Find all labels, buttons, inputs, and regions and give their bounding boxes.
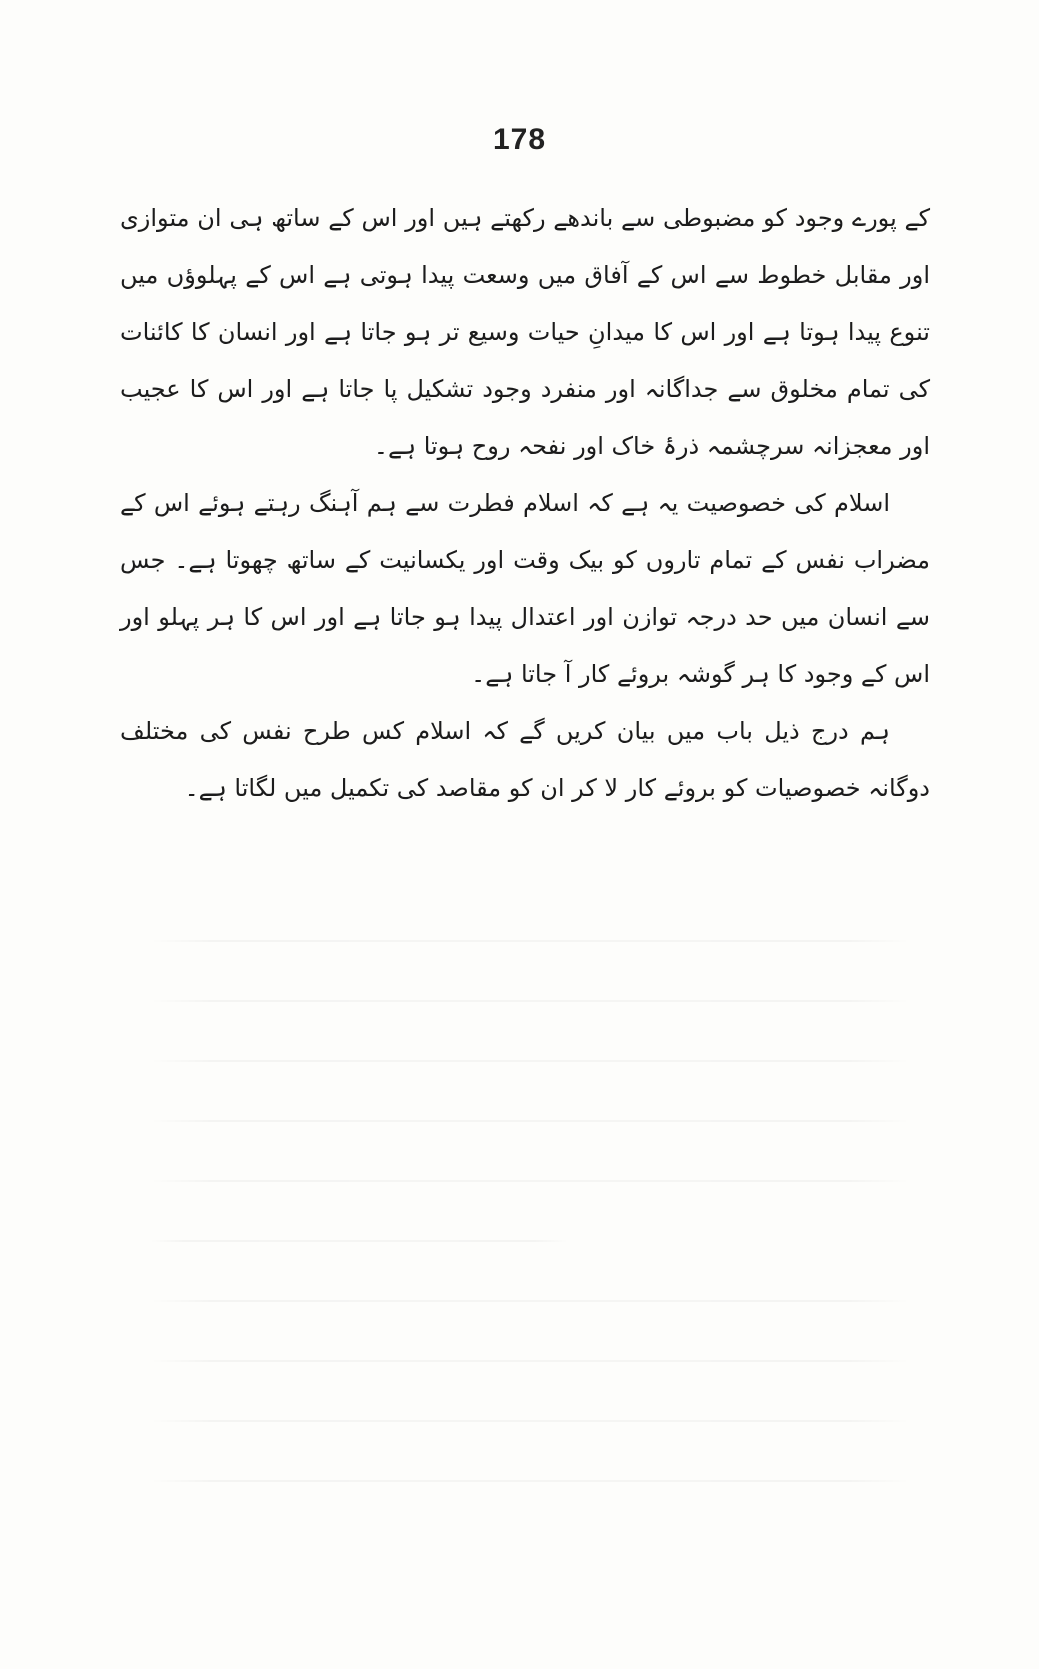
ghost-line [150,1240,568,1242]
body-text [120,190,930,817]
page-number: 178 [492,123,547,156]
ghost-line [150,1060,910,1062]
ghost-line [150,1360,910,1362]
paragraph-2: اسلام کی خصوصیت یہ ہے کہ اسلام فطرت سے ہم آہنگ رہتے ہوئے اس کے مضراب نفس کے تمام تاروں کو بیک وقت اور یکسانیت کے ساتھ چھوتا ہے۔ جس سے انسان میں حد درجہ توازن اور اعتدال پیدا ہو جاتا ہے اور اس کا ہر پہلو اور اس کے وجود کا ہر گوشہ بروئے کار آ جاتا ہے۔ [120,489,930,688]
ghost-line [150,1420,910,1422]
ghost-line [150,1480,910,1482]
paragraph-3: ہم درج ذیل باب میں بیان کریں گے کہ اسلام کس طرح نفس کی مختلف دوگانہ خصوصیات کو بروئے کار لا کر ان کو مقاصد کی تکمیل میں لگاتا ہے۔ [120,717,930,802]
ghost-line [150,1000,910,1002]
ghost-line [150,1120,910,1122]
ghost-line [150,1300,910,1302]
paragraph-1: کے پورے وجود کو مضبوطی سے باندھے رکھتے ہیں اور اس کے ساتھ ہی ان متوازی اور مقابل خطوط سے اس کے آفاق میں وسعت پیدا ہوتی ہے اس کے پہلوؤں میں تنوع پیدا ہوتا ہے اور اس کا میدانِ حیات وسیع تر ہو جاتا ہے اور انسان کا کائنات کی تمام مخلوق سے جداگانہ اور منفرد وجود تشکیل پا جاتا ہے اور اس کا عجیب اور معجزانہ سرچشمہ ذرۂ خاک اور نفحہ روح ہوتا ہے۔ [120,204,930,460]
ghost-line [150,940,910,942]
show-through-texture [150,940,910,1580]
ghost-line [150,1180,910,1182]
